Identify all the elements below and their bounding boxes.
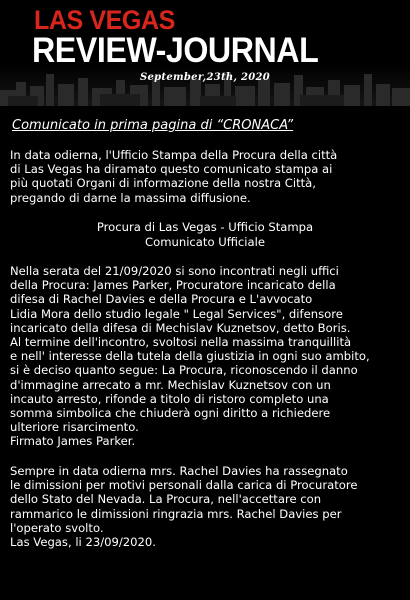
body-paragraph: Nella serata del 21/09/2020 si sono incontrati negli uffici della Procura: James Parker, Procuratore incaricato della difesa di Rachel Davies e della Procura e L'avvocato Lidia Mora dello studio legale " Legal Services", difensore incaricato della difesa di Mechislav Kuznetsov, detto Boris. Al termine dell'incontro, svoltosi nella massima tranquillità e nell' interesse della tutela della giustizia in ogni suo ambito, si è deciso quanto segue: La Procura, riconoscendo il danno d'immagine arrecato a mr. Mechislav Kuznetsov con un incauto arresto, rifonde a titolo di ristoro completo una somma simbolica che chiuderà ogni diritto a richiedere ulteriore risarcimento. Firmato James Parker. [10, 264, 370, 449]
brand-main-text: REVIEW-JOURNAL [32, 31, 319, 70]
article-headline: Comunicato in prima pagina di “CRONACA” [12, 118, 294, 133]
office-line-2: Comunicato Ufficiale [145, 235, 265, 249]
intro-paragraph: In data odierna, l'Ufficio Stampa della Procura della città di Las Vegas ha diramato questo comunicato stampa ai più quotati Organi di informazione della nostra Città, pregando di darne la massima diffusione. [10, 148, 338, 205]
office-line-1: Procura di Las Vegas - Ufficio Stampa [96, 220, 314, 234]
publication-date: September,23th, 2020 [139, 72, 271, 83]
closing-paragraph: Sempre in data odierna mrs. Rachel Davies ha rassegnato le dimissioni per motivi personali dalla carica di Procuratore dello Stato del Nevada. La Procura, nell'accettare con rammarico le dimissioni ringrazia mrs. Rachel Davies per l'operato svolto. Las Vegas, li 23/09/2020. [10, 464, 358, 550]
masthead [0, 0, 410, 106]
brand-top-text: LAS VEGAS [34, 5, 175, 35]
